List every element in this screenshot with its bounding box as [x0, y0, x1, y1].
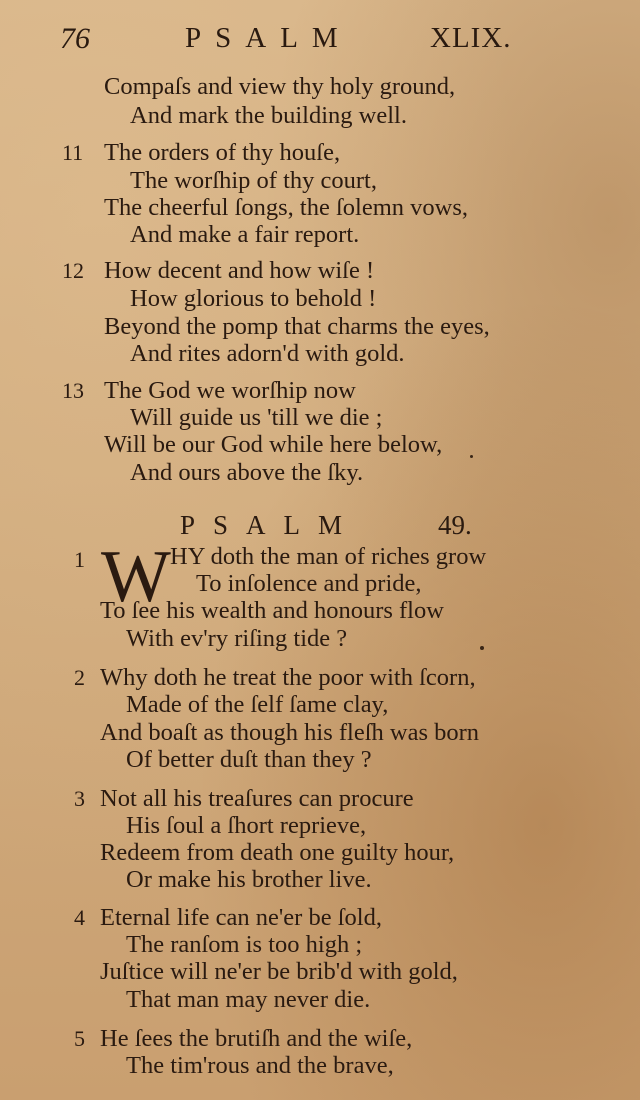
- verse-line: To ſee his wealth and honours flow: [100, 597, 444, 624]
- verse-line: The ranſom is too high ;: [126, 931, 363, 958]
- verse-line: Not all his treaſures can procure: [100, 785, 414, 812]
- verse-number: 11: [62, 140, 84, 165]
- running-head-psalm-number: XLIX.: [430, 22, 512, 54]
- verse-line: To inſolence and pride,: [196, 570, 422, 597]
- verse-line: With ev'ry riſing tide ?: [126, 625, 348, 652]
- verse-line: Will guide us 'till we die ;: [130, 404, 383, 431]
- verse-line: And rites adorn'd with gold.: [130, 340, 405, 367]
- verse-line: His ſoul a ſhort reprieve,: [126, 812, 367, 839]
- verse-number: 1: [74, 547, 85, 572]
- verse-line: How glorious to behold !: [130, 285, 377, 312]
- verse-line: HY doth the man of riches grow: [170, 543, 487, 570]
- drop-cap: W: [101, 536, 171, 618]
- verse-line: And make a fair report.: [130, 221, 360, 248]
- ink-speck: [480, 646, 484, 650]
- verse-number: 2: [74, 665, 85, 690]
- page-number: 76: [60, 22, 90, 55]
- running-head: PSALM: [185, 22, 352, 54]
- verse-line: The God we worſhip now: [104, 377, 356, 404]
- verse-line: Juſtice will ne'er be brib'd with gold,: [100, 958, 458, 985]
- verse-line: The worſhip of thy court,: [130, 167, 377, 194]
- verse-line: And mark the building well.: [130, 102, 407, 129]
- verse-line: Eternal life can ne'er be ſold,: [100, 904, 382, 931]
- verse-line: Redeem from death one guilty hour,: [100, 839, 455, 866]
- psalm-title: [180, 510, 500, 546]
- ink-speck: [470, 455, 473, 458]
- verse-line: That man may never die.: [126, 986, 371, 1013]
- verse-number: 13: [62, 378, 84, 403]
- verse-line: Will be our God while here below,: [104, 431, 443, 458]
- verse-line: Or make his brother live.: [126, 866, 372, 893]
- verse-line: Made of the ſelf ſame clay,: [126, 691, 389, 718]
- page-header: [60, 22, 530, 58]
- verse-line: The tim'rous and the brave,: [126, 1052, 394, 1079]
- verse-line: Beyond the pomp that charms the eyes,: [104, 313, 490, 340]
- verse-line: Of better duſt than they ?: [126, 746, 372, 773]
- verse-line: He ſees the brutiſh and the wiſe,: [100, 1025, 413, 1052]
- verse-number: 3: [74, 786, 85, 811]
- verse-line: And ours above the ſky.: [130, 459, 364, 486]
- verse-line: And boaſt as though his fleſh was born: [100, 719, 480, 746]
- psalm-title-number: 49.: [438, 510, 472, 540]
- verse-number: 12: [62, 258, 84, 283]
- verse-line: Compaſs and view thy holy ground,: [104, 73, 456, 100]
- verse-line: How decent and how wiſe !: [104, 257, 375, 284]
- psalm-title-word: PSALM: [180, 510, 361, 540]
- verse-line: The orders of thy houſe,: [104, 139, 341, 166]
- verse-number: 5: [74, 1026, 85, 1051]
- verse-line: The cheerful ſongs, the ſolemn vows,: [104, 194, 469, 221]
- verse-number: 4: [74, 905, 85, 930]
- verse-line: Why doth he treat the poor with ſcorn,: [100, 664, 476, 691]
